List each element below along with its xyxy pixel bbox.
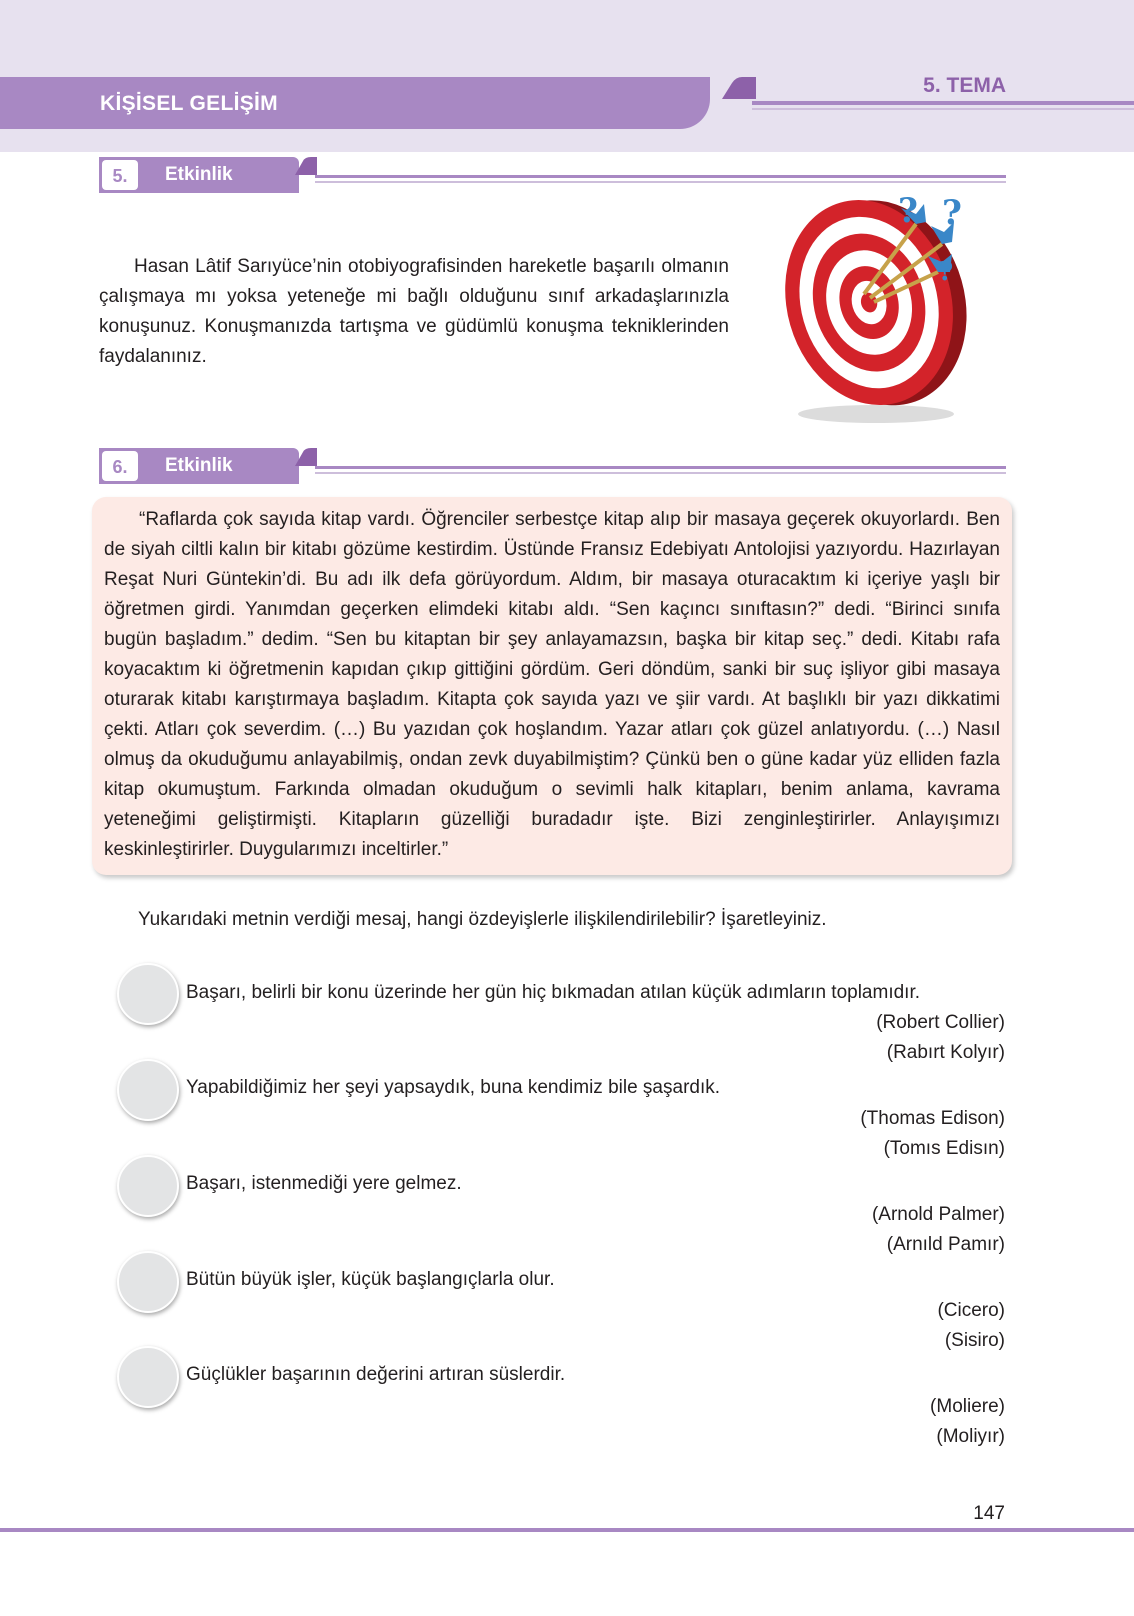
option-4-text: Bütün büyük işler, küçük başlangıçlarla olur. <box>186 1269 555 1290</box>
svg-text:?: ? <box>942 193 962 233</box>
option-3-author: (Arnold Palmer) <box>871 1204 1005 1225</box>
activity-label: Etkinlik <box>165 164 233 185</box>
option-3-text: Başarı, istenmediği yere gelmez. <box>186 1173 462 1194</box>
option-5-text: Güçlükler başarının değerini artıran süslerdir. <box>186 1364 566 1385</box>
option-1-checkbox[interactable] <box>117 963 179 1025</box>
activity-rule-thin <box>315 472 1006 474</box>
question-text: Yukarıdaki metnin verdiği mesaj, hangi özdeyişlerle ilişkilendirilebilir? İşaretleyiniz. <box>138 909 827 930</box>
option-2-author: (Thomas Edison) <box>860 1108 1005 1129</box>
activity-notch-decoration <box>295 157 317 175</box>
theme-underline <box>752 101 1134 105</box>
option-5-author: (Moliere) <box>930 1396 1005 1417</box>
activity-6-header <box>99 448 1006 484</box>
svg-text:?: ? <box>898 192 918 231</box>
option-3-pronunciation: (Arnıld Pamır) <box>886 1234 1005 1255</box>
activity-label: Etkinlik <box>165 455 233 476</box>
activity-rule <box>315 466 1006 469</box>
footer-rule <box>0 1528 1134 1532</box>
option-5-pronunciation: (Moliyır) <box>936 1426 1005 1447</box>
activity-rule-thin <box>315 181 1006 183</box>
option-1-pronunciation: (Rabırt Kolyır) <box>886 1042 1005 1063</box>
activity-notch-decoration <box>295 448 317 466</box>
activity-5-text: Hasan Lâtif Sarıyüce’nin otobiyografisinden hareketle başarılı olmanın çalışmaya mı yoksa yeteneğe mi bağlı olduğunu sınıf arkadaşlarınızla konuşunuz. Konuşmanızda tartışma ve güdümlü konuşma tekniklerinden faydalanınız. <box>99 256 729 367</box>
option-2-pronunciation: (Tomıs Edisın) <box>883 1138 1005 1159</box>
option-4-author: (Cicero) <box>937 1300 1005 1321</box>
option-3-checkbox[interactable] <box>117 1155 179 1217</box>
theme-underline-thin <box>752 108 1134 110</box>
quote-text: “Raflarda çok sayıda kitap vardı. Öğrenciler serbestçe kitap alıp bir masaya geçerek okuyorlardı. Ben de siyah ciltli kalın bir kitabı gözüme kestirdim. Üstünde Fransız Edebiyatı Antolojisi yazıyordu. Hazırlayan Reşat Nuri Güntekin’di. Bu adı ilk defa görüyordum. Aldım, bir masaya oturacaktım ki içeriye yaşlı bir öğretmen girdi. Yanımdan geçerken elimdeki kitabı aldı. “Sen kaçıncı sınıftasın?” dedi. “Birinci sınıfa bugün başladım.” dedim. “Sen bu kitaptan bir şey anlayamazsın, başka bir kitap seç.” dedi. Kitabı rafa koyacaktım ki öğretmenin kapıdan çıkıp gittiğini gördüm. Geri döndüm, sanki bir suç işliyor gibi masaya oturarak kitabı karıştırmaya başladım. Kitapta çok sayıda yazı ve şiir vardı. At başlıklı bir yazı dikkatimi çekti. Atları çok severdim. (…) Bu yazıdan çok hoşlandım. Yazar atları çok güzel anlatıyordu. (…) Nasıl olmuş da okuduğumu anlayabilmiş, ondan zevk duyabilmiştim? Çünkü ben o güne kadar yüz elliden fazla kitap okumuştum. Farkında olmadan okuduğum o sevimli halk kitapları, benim anlama, kavrama yeteneğimi geliştirmişti. Kitapların güzelliği buradadır işte. Bizi zenginleştirirler. Anlayışımızı keskinleştirirler. Duygularımızı inceltirler.” <box>104 509 1000 860</box>
page-number: 147 <box>973 1503 1005 1524</box>
option-4-checkbox[interactable] <box>117 1251 179 1313</box>
option-1-text: Başarı, belirli bir konu üzerinde her gün hiç bıkmadan atılan küçük adımların toplamıdır. <box>186 982 920 1003</box>
activity-5-header <box>99 157 1006 193</box>
activity-number: 5. <box>102 160 138 190</box>
theme-label: 5. TEMA <box>923 74 1006 97</box>
option-2-checkbox[interactable] <box>117 1059 179 1121</box>
svg-text:?: ? <box>938 257 954 287</box>
section-title: KİŞİSEL GELİŞİM <box>100 92 278 115</box>
dartboard-target-with-arrows-icon <box>766 192 1006 427</box>
activity-rule <box>315 175 1006 178</box>
option-5-checkbox[interactable] <box>117 1346 179 1408</box>
option-2-text: Yapabildiğimiz her şeyi yapsaydık, buna kendimiz bile şaşardık. <box>186 1077 721 1098</box>
option-1-author: (Robert Collier) <box>876 1012 1005 1033</box>
activity-number: 6. <box>102 451 138 481</box>
header-notch-decoration <box>722 77 756 99</box>
option-4-pronunciation: (Sisiro) <box>944 1330 1005 1351</box>
